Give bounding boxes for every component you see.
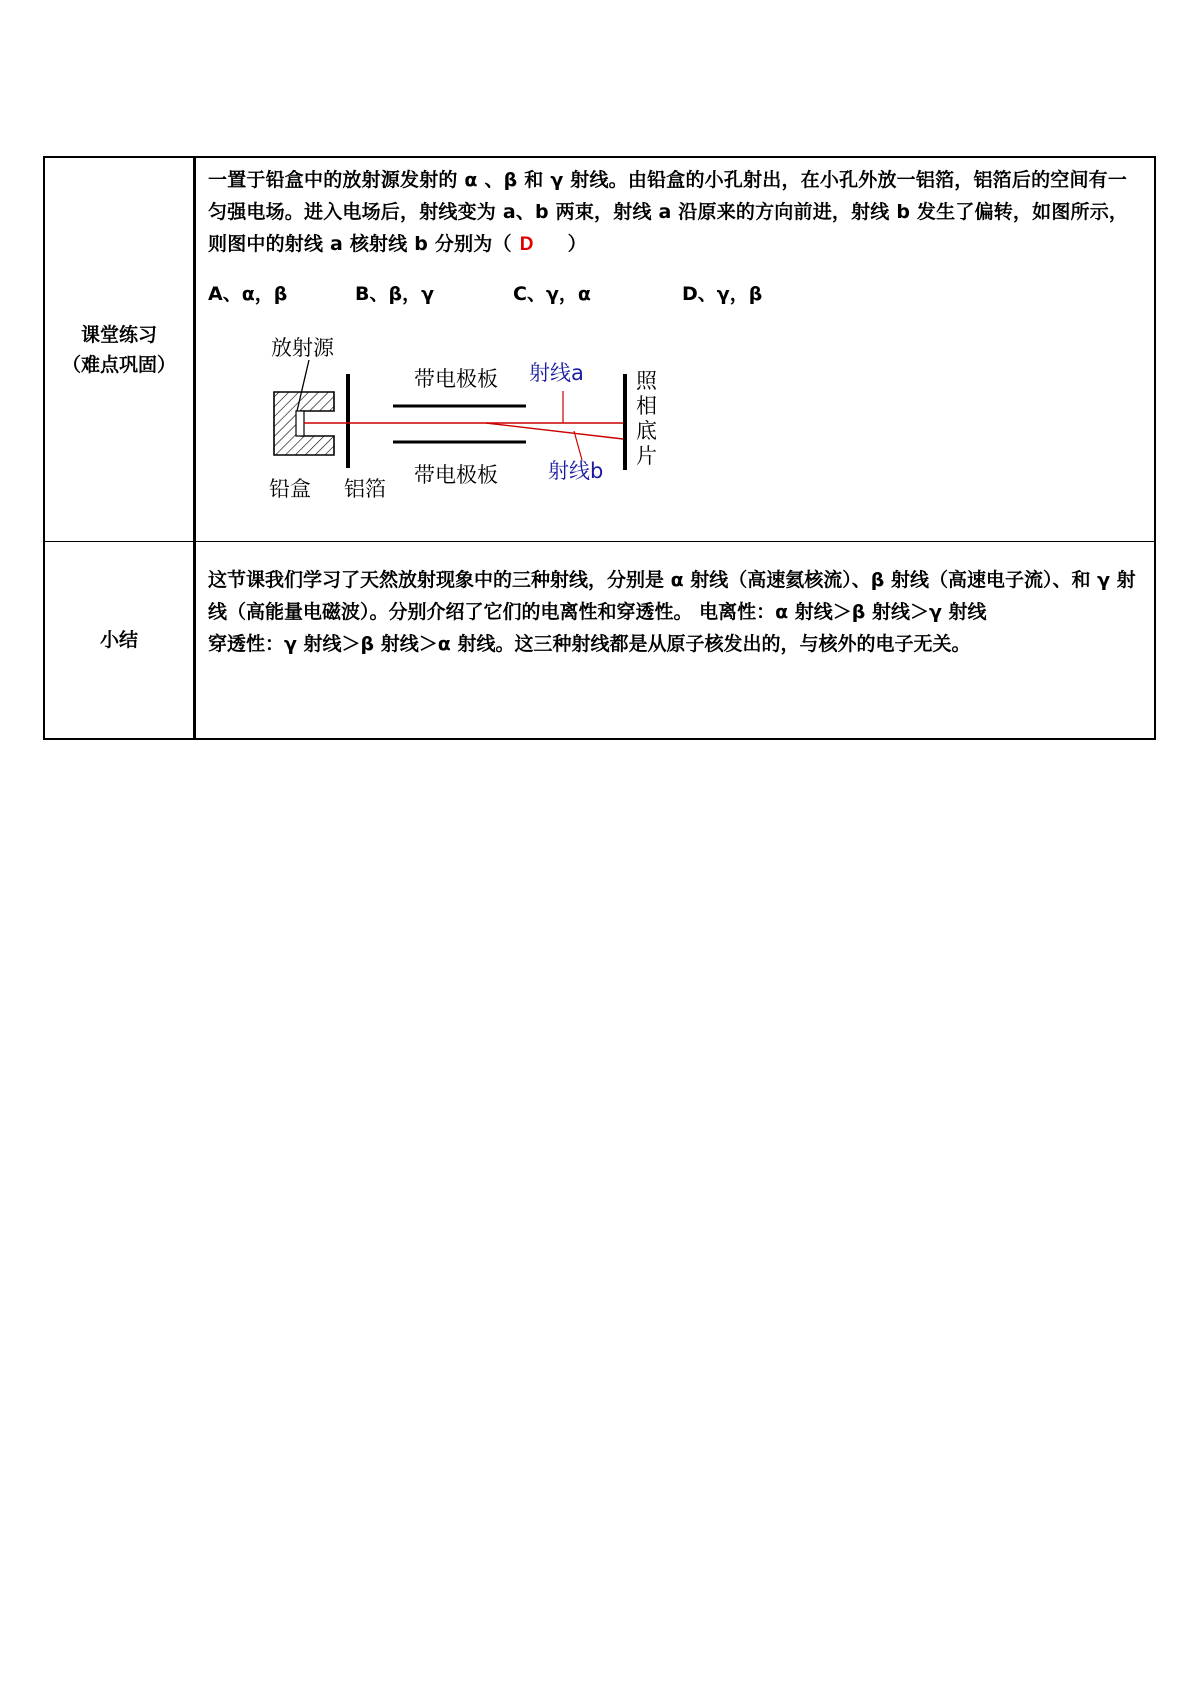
- film-label-4: 片: [636, 444, 657, 468]
- summary-label-cell: [44, 542, 195, 740]
- choice-a: A、α，β: [208, 283, 288, 305]
- ray-a-label: 射线a: [529, 361, 584, 385]
- exercise-label: 课堂练习: [80, 323, 157, 346]
- ray-b-label: 射线b: [548, 459, 604, 483]
- summary-row: [44, 542, 1155, 740]
- exercise-content-cell: [195, 157, 1156, 542]
- lead-box-label: 铅盒: [269, 477, 311, 501]
- ray-b: [486, 423, 623, 439]
- source-label: 放射源: [271, 336, 334, 360]
- foil-label: 铝箔: [344, 477, 386, 501]
- answer-mark: D: [519, 234, 534, 255]
- choice-c: C、γ，α: [513, 283, 591, 305]
- film-label-1: 照: [636, 369, 657, 393]
- exercise-row: [44, 157, 1155, 542]
- film-label-3: 底: [636, 419, 657, 443]
- question-stem: 一置于铅盒中的放射源发射的 α 、β 和 γ 射线。由铅盒的小孔射出，在小孔外放一铝箔，铝箔后的空间有一匀强电场。进入电场后，射线变为 a、b 两束，射线 a 沿原来的方向前进，射线 b 发生了偏转，如图所示，则图中的射线 a 核射线 b 分别为（: [208, 169, 1129, 255]
- question-text: [196, 158, 1154, 261]
- radiation-diagram-svg: [196, 336, 716, 516]
- radiation-diagram: [196, 336, 1154, 516]
- film-label-2: 相: [636, 394, 657, 418]
- upper-plate-label: 带电极板: [414, 367, 498, 391]
- summary-content-cell: [195, 542, 1156, 740]
- summary-paragraph-1: 这节课我们学习了天然放射现象中的三种射线，分别是 α 射线（高速氦核流）、β 射线（高速电子流）、和 γ 射线（高能量电磁波）。分别介绍了它们的电离性和穿透性。 电离性：α 射线＞β 射线＞γ 射线: [208, 569, 1136, 623]
- lesson-table: [43, 156, 1156, 740]
- question-close: ）: [567, 233, 587, 255]
- summary-paragraph-2: 穿透性：γ 射线＞β 射线＞α 射线。这三种射线都是从原子核发出的，与核外的电子无关。: [208, 633, 971, 655]
- lower-plate-label: 带电极板: [414, 463, 498, 487]
- summary-label: 小结: [99, 629, 138, 651]
- choice-d: D、γ，β: [682, 283, 763, 305]
- radiation-source: [296, 411, 304, 436]
- exercise-sublabel: （难点巩固）: [61, 353, 176, 376]
- summary-text: [196, 542, 1154, 660]
- choice-b: B、β，γ: [355, 283, 435, 305]
- choices: [196, 261, 1154, 306]
- ray-b-leader: [574, 431, 582, 460]
- exercise-label-cell: [44, 157, 195, 542]
